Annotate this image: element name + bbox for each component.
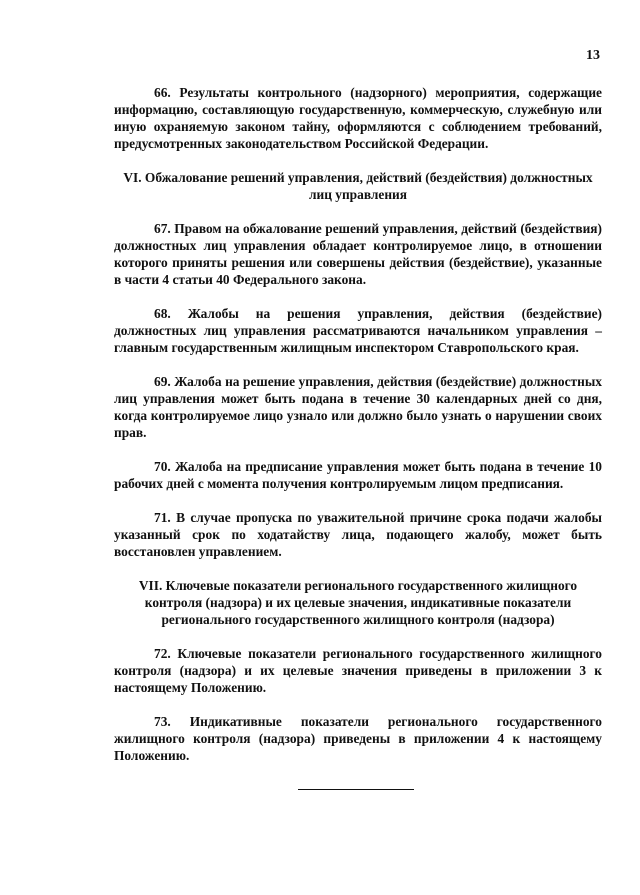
paragraph-66: 66. Результаты контрольного (надзорного) мероприятия, содержащие информацию, составляющую государственную, коммерческую, служебную или иную охраняемую законом тайну, оформляются с соблюдением требований, предусмотренных законодательством Российской Федерации.: [114, 85, 602, 151]
paragraph-68: 68. Жалобы на решения управления, действия (бездействие) должностных лиц управления рассматриваются начальником управления – главным государственным жилищным инспектором Ставропольского края.: [114, 306, 602, 355]
page-number: 13: [586, 48, 600, 63]
document-body: [114, 84, 602, 764]
paragraph-73: 73. Индикативные показатели регионального государственного жилищного контроля (надзора) приведены в приложении 4 к настоящему Положению.: [114, 714, 602, 763]
end-separator-line: [298, 789, 414, 790]
paragraph-70: 70. Жалоба на предписание управления может быть подана в течение 10 рабочих дней с момента получения контролируемым лицом предписания.: [114, 459, 602, 491]
section-heading-vi: VI. Обжалование решений управления, действий (бездействия) должностных лиц управления: [123, 170, 593, 202]
paragraph-71: 71. В случае пропуска по уважительной причине срока подачи жалобы указанный срок по ходатайству лица, подающего жалобу, может быть восстановлен управлением.: [114, 510, 602, 559]
paragraph-69: 69. Жалоба на решение управления, действия (бездействие) должностных лиц управления может быть подана в течение 30 календарных дней со дня, когда контролируемое лицо узнало или должно было узнать о нарушении своих прав.: [114, 374, 602, 440]
paragraph-67: 67. Правом на обжалование решений управления, действий (бездействия) должностных лиц управления обладает контролируемое лицо, в отношении которого приняты решения или совершены действия (бездействие), указанные в части 4 статьи 40 Федерального закона.: [114, 221, 602, 287]
paragraph-72: 72. Ключевые показатели регионального государственного жилищного контроля (надзора) и их целевые значения приведены в приложении 3 к настоящему Положению.: [114, 646, 602, 695]
section-heading-vii: VII. Ключевые показатели регионального государственного жилищного контроля (надзора) и их целевые значения, индикативные показатели регионального государственного жилищного контроля (надзора): [138, 578, 578, 627]
